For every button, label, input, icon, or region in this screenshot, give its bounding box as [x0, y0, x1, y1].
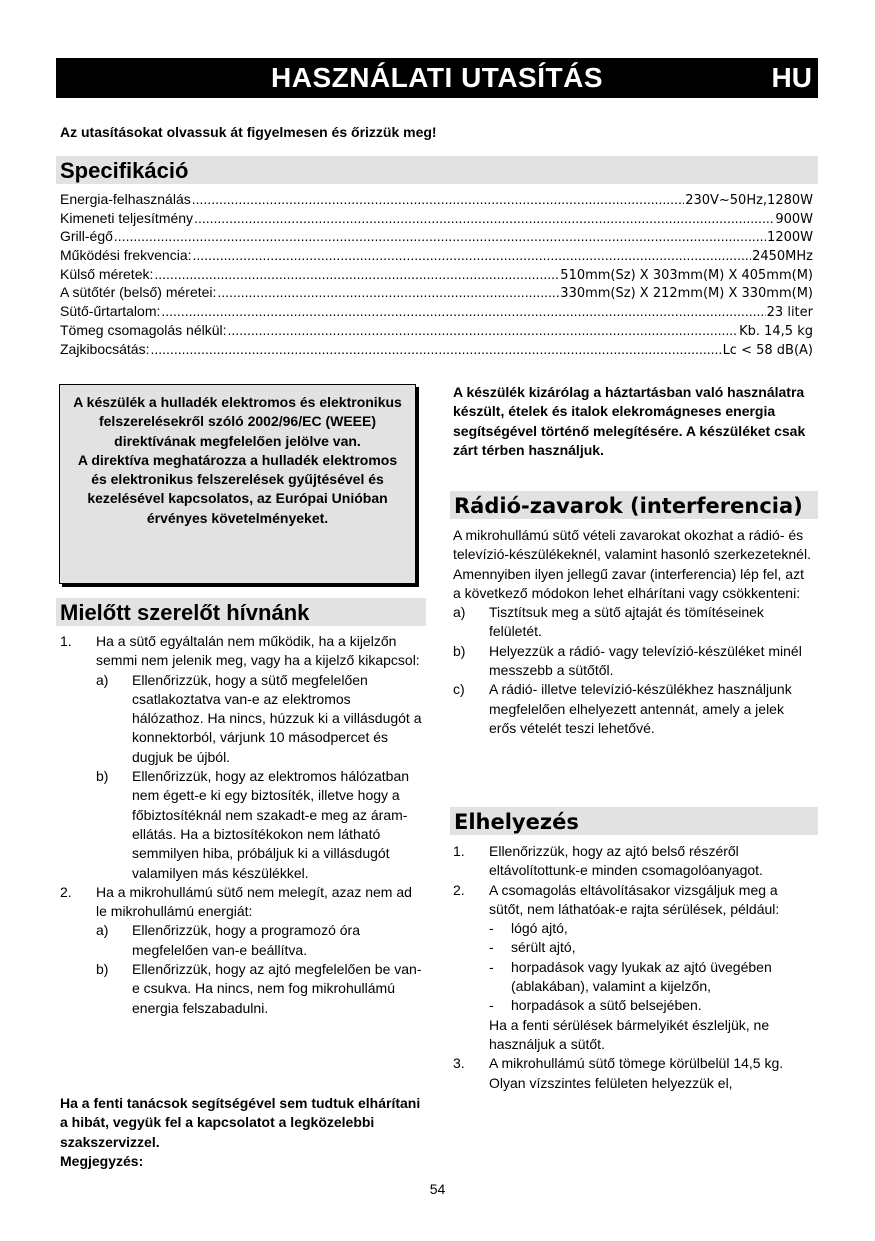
dash-bullet: - [489, 920, 494, 937]
dot-leader [161, 302, 765, 321]
troubleshoot-list [60, 632, 422, 1018]
radio-interference-heading [450, 491, 818, 519]
radio-interference-heading-text: Rádió-zavarok (interferencia) [454, 494, 803, 518]
sub-item-text: Ellenőrizzük, hogy a sütő megfelelően csatlakoztatva van-e az elektromos hálózathoz. Ha nincs, húzzuk ki a villásdugót a konnektorból, várjunk 10 másodpercet és dugjuk be újból. [132, 671, 422, 765]
sub-item [96, 960, 422, 1018]
spec-row [60, 190, 813, 209]
spec-label: Energia-felhasználás [60, 191, 191, 207]
dash-bullet: - [489, 997, 494, 1014]
placement-heading [450, 807, 818, 835]
placement-content [453, 842, 815, 1093]
spec-value: 1200W [767, 230, 813, 246]
spec-row [60, 302, 813, 321]
service-advice [60, 1094, 422, 1171]
list-item [453, 642, 815, 681]
weee-notice-box [59, 384, 416, 584]
page-title: HASZNÁLATI UTASÍTÁS [271, 62, 603, 93]
sub-item [96, 671, 422, 767]
item-text: Tisztítsuk meg a sütő ajtaját és tömítéseinek felületét. [489, 604, 764, 640]
before-service-content [60, 632, 422, 1018]
item-letter: b) [453, 642, 466, 659]
placement-heading-text: Elhelyezés [454, 810, 579, 834]
spec-value: 23 liter [766, 305, 813, 321]
dot-leader [192, 190, 684, 209]
spec-row [60, 209, 813, 228]
note-label: Megjegyzés: [60, 1152, 144, 1169]
radio-interference-content [453, 526, 815, 738]
header-bar [56, 58, 818, 98]
spec-row [60, 265, 813, 284]
sub-item-text: Ellenőrizzük, hogy az elektromos hálózatban nem égett-e ki egy biztosíték, illetve hogy a főbiztosítéknál nem szakadt-e meg az áram-ellátás. Ha a biztosítékokon nem látható semmilyen hiba, próbáljuk ki a villásdugót valamilyen más készülékkel. [132, 768, 410, 881]
spec-value: 230V~50Hz,1280W [685, 193, 813, 208]
spec-label: Kimeneti teljesítmény [60, 209, 194, 226]
spec-label: A sütőtér (belső) méretei: [60, 284, 217, 301]
item-text: Helyezzük a rádió- vagy televízió-készüléket minél messzebb a sütőtől. [489, 642, 802, 679]
list-item [453, 842, 815, 881]
dot-leader [217, 283, 559, 302]
before-service-heading [56, 598, 426, 626]
household-use-notice [453, 383, 815, 460]
spec-label: Grill-égő [60, 228, 113, 245]
service-advice-text: Ha a fenti tanácsok segítségével sem tudtuk elhárítani a hibát, vegyük fel a kapcsolatot a legközelebbi szakszervizzel. [60, 1095, 421, 1150]
damage-item-text: horpadások vagy lyukak az ajtó üvegében (ablakában), valamint a kijelzőn, [511, 958, 772, 995]
dash-bullet: - [489, 958, 494, 975]
item-number: 1. [60, 633, 72, 649]
item-text: A csomagolás eltávolításakor vizsgáljuk meg a sütőt, nem láthatóak-e rajta sérülések, például: [489, 881, 780, 917]
dot-leader [228, 321, 739, 340]
spec-label: Zajkibocsátás: [60, 340, 150, 357]
spec-value: 900W [775, 211, 813, 227]
list-item [60, 632, 422, 883]
spec-label: Sütő-űrtartalom: [60, 303, 161, 320]
damage-item-text: sérült ajtó, [511, 939, 576, 956]
item-text: A mikrohullámú sütő tömege körülbelül 14,5 kg. Olyan vízszintes felületen helyezzük el, [489, 1055, 784, 1091]
spec-row [60, 321, 813, 340]
sub-list [96, 921, 422, 1017]
spec-value: 2450MHz [752, 249, 813, 265]
spec-row [60, 283, 813, 302]
placement-list [453, 842, 815, 1093]
item-number: 3. [453, 1055, 465, 1072]
spec-heading-text: Specifikáció [60, 158, 189, 183]
spec-list [60, 190, 813, 358]
spec-label: Külső méretek: [60, 265, 154, 282]
spec-value: 510mm(Sz) X 303mm(M) X 405mm(M) [560, 267, 813, 283]
intro-text: Az utasításokat olvassuk át figyelmesen és őrizzük meg! [60, 124, 437, 140]
sub-item [96, 921, 422, 960]
page-number: 54 [429, 1181, 446, 1197]
item-number: 2. [453, 881, 465, 898]
spec-heading [56, 156, 818, 184]
dot-leader [194, 209, 774, 228]
item-number: 2. [60, 883, 72, 900]
language-code: HU [771, 62, 812, 93]
weee-paragraph: A készülék a hulladék elektromos és elektronikus felszerelésekről szóló 2002/96/EC (WEEE) direktívának megfelelően jelölve van. [73, 394, 402, 449]
sub-item-letter: b) [96, 961, 109, 978]
spec-value: 330mm(Sz) X 212mm(M) X 330mm(M) [560, 286, 813, 302]
damage-item-text: horpadások a sütő belsejében. [511, 997, 702, 1014]
list-item [453, 1054, 815, 1093]
list-item [453, 680, 815, 738]
damage-item [489, 996, 815, 1015]
radio-intro-text: A mikrohullámú sütő vételi zavarokat okozhat a rádió- és televízió-készülékeknél, valamint hasonló szerkezeteknél. Amennyiben ilyen jellegű zavar (interferencia) lép fel, azt a következő módokon lehet elhárítani vagy csökkenteni: [453, 527, 811, 601]
dot-leader [193, 246, 752, 265]
weee-paragraph: A direktíva meghatározza a hulladék elektromos és elektronikus felszerelések gyűjtésével és kezelésével kapcsolatos, az Európai Unióban érvényes követelményeket. [77, 451, 398, 526]
damage-item [489, 919, 815, 938]
item-number: 1. [453, 843, 465, 859]
list-item [453, 603, 815, 642]
spec-row [60, 246, 813, 265]
dot-leader [114, 227, 766, 246]
sub-item-text: Ellenőrizzük, hogy a programozó óra megfelelően van-e beállítva. [132, 922, 361, 958]
spec-value: Kb. 14,5 kg [739, 323, 813, 339]
item-text: A rádió- illetve televízió-készülékhez használjunk megfelelően elhelyezett antennát, amely a jelek erős vételét teszi lehetővé. [489, 681, 792, 736]
damage-list [489, 919, 815, 1015]
sub-item-letter: b) [96, 768, 109, 785]
dot-leader [150, 340, 721, 359]
list-item [453, 881, 815, 1055]
radio-remedy-list [453, 603, 815, 738]
sub-item-letter: a) [96, 671, 109, 688]
item-letter: c) [453, 681, 465, 698]
item-text: Ha a sütő egyáltalán nem működik, ha a kijelzőn semmi nem jelenik meg, vagy ha a kijelző kikapcsol: [96, 633, 420, 669]
before-service-heading-text: Mielőtt szerelőt hívnánk [60, 600, 310, 625]
item-letter: a) [453, 604, 466, 621]
damage-item-text: lógó ajtó, [511, 920, 568, 937]
item-text: Ha a mikrohullámú sütő nem melegít, azaz nem ad le mikrohullámú energiát: [96, 883, 412, 920]
dash-bullet: - [489, 939, 494, 956]
damage-item [489, 938, 815, 957]
item-text: Ellenőrizzük, hogy az ajtó belső részéről eltávolítottunk-e minden csomagolóanyagot. [489, 843, 763, 879]
sub-item-text: Ellenőrizzük, hogy az ajtó megfelelően be van-e csukva. Ha nincs, nem fog mikrohullámú energia felszabadulni. [132, 961, 422, 1016]
damage-item [489, 958, 815, 997]
list-item [60, 883, 422, 1018]
spec-value: Lc < 58 dB(A) [722, 342, 813, 358]
dot-leader [154, 265, 559, 284]
sub-item [96, 767, 422, 883]
spec-label: Tömeg csomagolás nélkül: [60, 321, 227, 338]
spec-row [60, 340, 813, 359]
sub-list [96, 671, 422, 883]
damage-advice: Ha a fenti sérülések bármelyikét észleljük, ne használjuk a sütőt. [489, 1016, 770, 1052]
spec-label: Működési frekvencia: [60, 247, 192, 264]
household-use-text: A készülék kizárólag a háztartásban való használatra készült, ételek és italok elekromágneses energia segítségével történő melegítésére. A készüléket csak zárt térben használjuk. [453, 384, 806, 458]
spec-row [60, 227, 813, 246]
sub-item-letter: a) [96, 922, 109, 939]
